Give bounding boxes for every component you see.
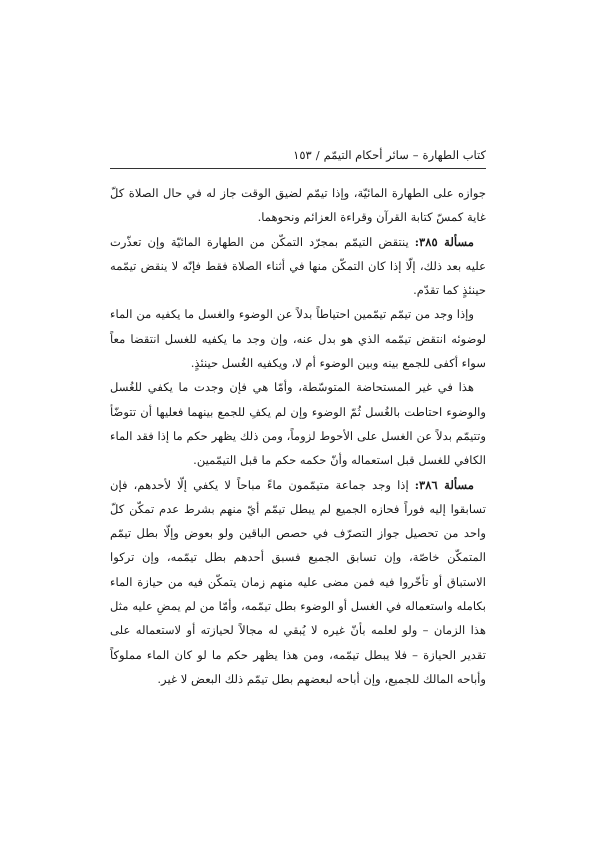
header-chapter-title: سائر أحكام التيمّم	[323, 148, 409, 162]
paragraph-text: هذا في غير المستحاضة المتوسّطة، وأمّا هي فإن وجدت ما يكفي للغُسل والوضوء احتاطت بالغُسل ثُمّ الوضوء وإن لم يكفِ للجمع بينهما فعليها أن تتوضّأ وتتيمّم بدلاً عن الغسل على الأحوط لزوماً، ومن ذلك يظهر حكم ما إذا فقد الماء الكافي للغسل قبل استعماله وأنّ حكمه حكم ما قبل التيمّمين.	[110, 380, 486, 468]
header-slash: /	[315, 148, 320, 162]
paragraph-text: وإذا وجد من تيمّم تيمّمين احتياطاً بدلاً عن الوضوء والغسل ما يكفيه من الماء لوضوئه انتقض تيمّمه الذي هو بدل عنه، وإن وجد ما يكفيه للغسل انتقضا معاً سواء أكفى للجمع بينه وبين الوضوء أم لا، ويكفيه الغُسل حينئذٍ.	[110, 307, 486, 371]
paragraph-text: ينتقض التيمّم بمجرّد التمكّن من الطهارة المائيّة وإن تعذّرت عليه بعد ذلك، إلّا إذا كان التمكّن منها في أثناء الصلاة فقط فإنّه لا ينقض تيمّمه حينئذٍ كما تقدّم.	[110, 234, 486, 298]
paragraph	[110, 375, 486, 472]
header-book-section: كتاب الطهارة	[422, 148, 486, 162]
running-header	[110, 147, 486, 169]
paragraph-issue-386	[110, 473, 486, 692]
paragraph-text: جوازه على الطهارة المائيّة، وإذا تيمّم لضيق الوقت جاز له في حال الصلاة كلّ غاية كمسّ كتابة القرآن وقراءة العزائم ونحوهما.	[110, 186, 486, 225]
issue-label: مسألة ٣٨٦:	[414, 477, 474, 492]
header-dash: –	[412, 148, 419, 162]
body-text	[110, 181, 486, 691]
paragraph	[110, 302, 486, 375]
header-page-number: ١٥٣	[293, 148, 312, 162]
issue-label: مسألة ٣٨٥:	[414, 234, 474, 249]
paragraph-text: إذا وجد جماعة متيمّمون ماءً مباحاً لا يكفي إلّا لأحدهم، فإن تسابقوا إليه فوراً فحازه الجميع لم يبطل تيمّم أيّ منهم بشرط عدم تمكّن كلّ واحد من تحصيل جواز التصرّف في حصص الباقين ولو بعوض وإلّا بطل تيمّم المتمكّن خاصّة، وإن تسابق الجميع فسبق أحدهم بطل تيمّمه، وإن تركوا الاستباق أو تأخّروا فيه فمن مضى عليه منهم زمان يتمكّن فيه من حيازة الماء بكامله واستعماله في الغسل أو الوضوء بطل تيمّمه، وأمّا من لم يمضِ عليه مثل هذا الزمان – ولو لعلمه بأنّ غيره لا يُبقي له مجالاً لحيازته أو لاستعماله على تقدير الحيازة – فلا يبطل تيمّمه، ومن هذا يظهر حكم ما لو كان الماء مملوكاً وأباحه المالك للجميع، وإن أباحه لبعضهم بطل تيمّم ذلك البعض لا غير.	[110, 477, 486, 686]
paragraph-issue-385	[110, 230, 486, 303]
book-page	[110, 147, 486, 691]
paragraph	[110, 181, 486, 230]
